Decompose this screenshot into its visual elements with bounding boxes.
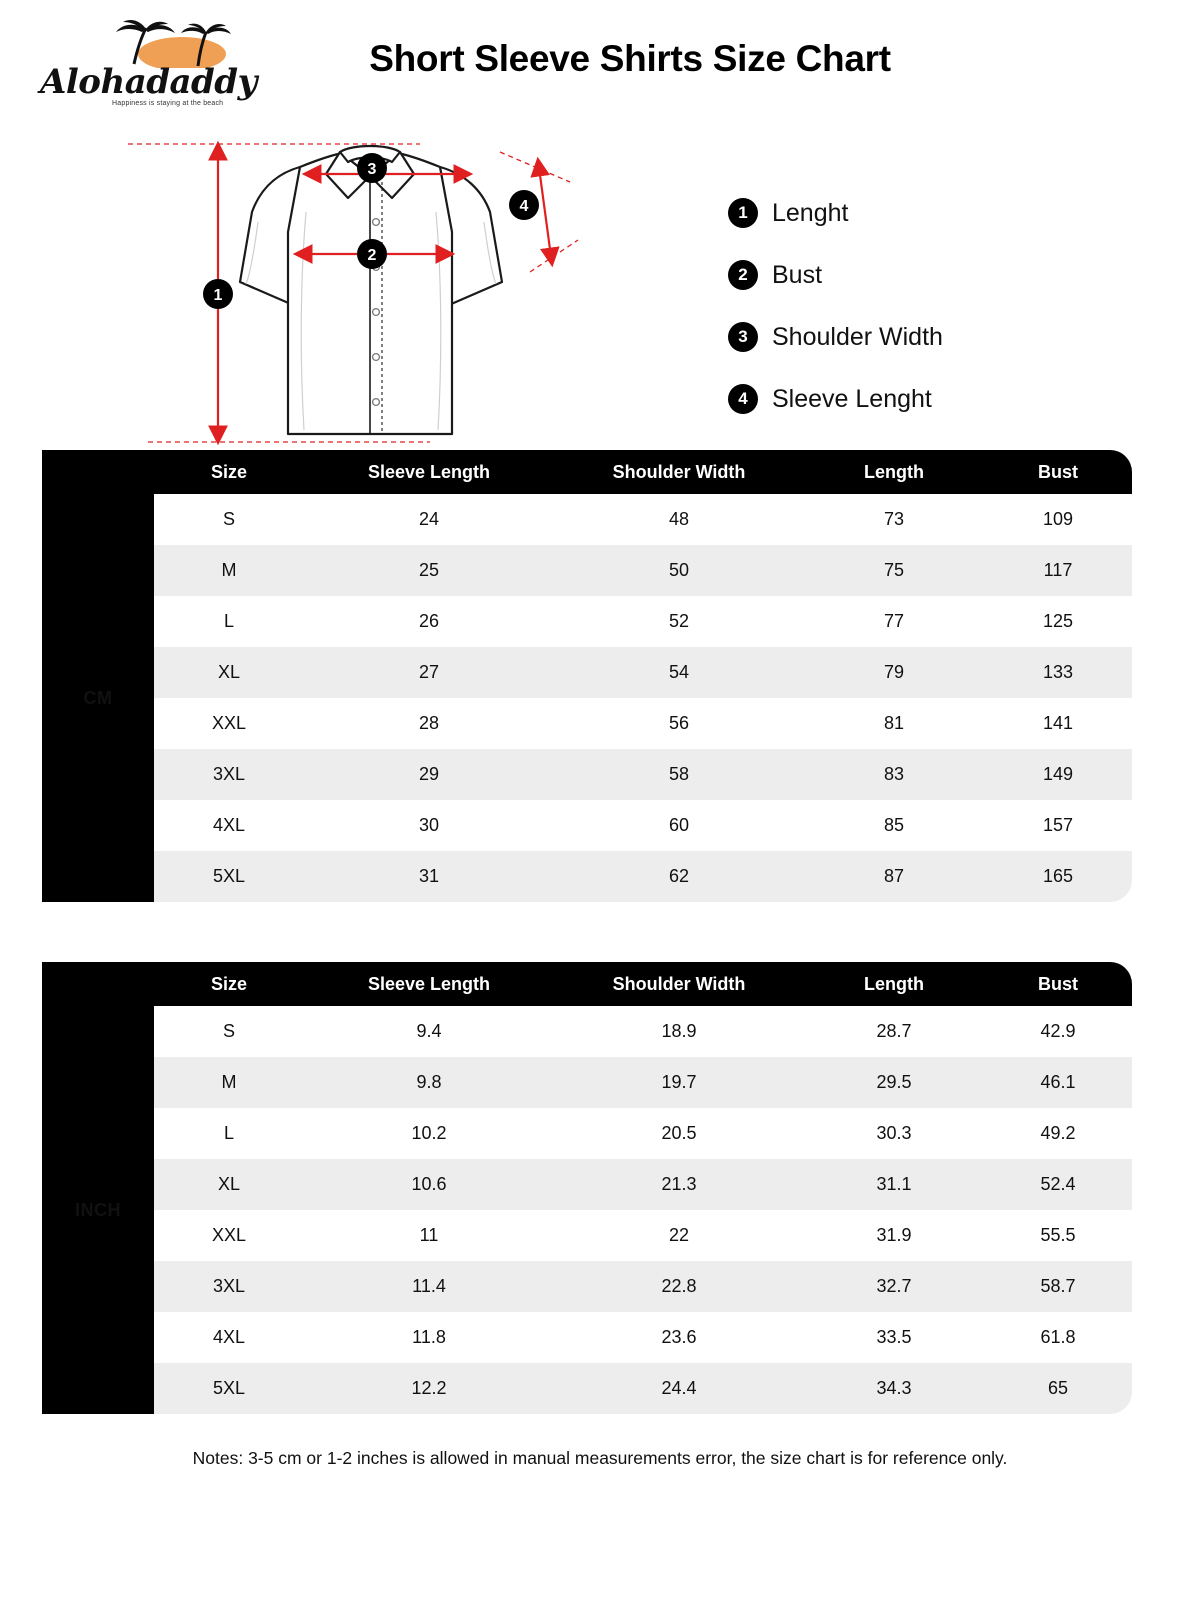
cell-size: 3XL [154,1261,304,1312]
page-title: Short Sleeve Shirts Size Chart [369,38,891,79]
table-row [42,545,1132,596]
cell-sleeve-length: 24 [304,494,554,545]
table-row [42,596,1132,647]
legend-item-length [728,182,1148,244]
svg-text:1: 1 [213,287,223,304]
legend-number-3: 3 [728,322,758,352]
cell-length: 83 [804,749,984,800]
cell-sleeve-length: 11.4 [304,1261,554,1312]
cell-size: XXL [154,698,304,749]
cell-shoulder-width: 22.8 [554,1261,804,1312]
cell-shoulder-width: 21.3 [554,1159,804,1210]
cell-sleeve-length: 11 [304,1210,554,1261]
table-row [42,851,1132,902]
table-row [42,1261,1132,1312]
cell-bust: 55.5 [984,1210,1132,1261]
cell-shoulder-width: 56 [554,698,804,749]
cell-length: 33.5 [804,1312,984,1363]
cell-sleeve-length: 27 [304,647,554,698]
brand-name: Alohadaddy [40,62,257,102]
cell-bust: 165 [984,851,1132,902]
cell-shoulder-width: 62 [554,851,804,902]
cell-bust: 46.1 [984,1057,1132,1108]
cell-bust: 109 [984,494,1132,545]
column-header-bust: Bust [984,450,1132,494]
cell-sleeve-length: 28 [304,698,554,749]
table-header-row [42,450,1132,494]
cell-sleeve-length: 11.8 [304,1312,554,1363]
svg-text:3: 3 [367,161,377,178]
cell-length: 31.9 [804,1210,984,1261]
legend-item-sleeve-length [728,368,1148,430]
cell-length: 81 [804,698,984,749]
cell-sleeve-length: 26 [304,596,554,647]
table-spacer [0,902,1200,962]
cell-length: 73 [804,494,984,545]
cell-length: 29.5 [804,1057,984,1108]
table-row [42,698,1132,749]
cell-sleeve-length: 12.2 [304,1363,554,1414]
cell-size: M [154,1057,304,1108]
cell-shoulder-width: 20.5 [554,1108,804,1159]
cell-shoulder-width: 52 [554,596,804,647]
cell-size: 3XL [154,749,304,800]
cell-bust: 42.9 [984,1006,1132,1057]
cell-length: 32.7 [804,1261,984,1312]
cell-shoulder-width: 58 [554,749,804,800]
legend-item-shoulder-width [728,306,1148,368]
cell-size: 5XL [154,851,304,902]
legend-number-1: 1 [728,198,758,228]
inch-size-table [42,962,1132,1414]
cell-shoulder-width: 19.7 [554,1057,804,1108]
brand-tagline: Happiness is staying at the beach [112,100,224,107]
cell-size: S [154,1006,304,1057]
cell-sleeve-length: 29 [304,749,554,800]
cell-size: L [154,1108,304,1159]
cell-length: 85 [804,800,984,851]
cell-size: 4XL [154,800,304,851]
table-row [42,1363,1132,1414]
cell-length: 77 [804,596,984,647]
shirt-diagram [100,112,720,457]
svg-text:2: 2 [367,247,377,264]
column-header-sleeve-length: Sleeve Length [304,450,554,494]
cell-length: 79 [804,647,984,698]
table-row [42,1006,1132,1057]
measurement-diagram-section [0,120,1200,450]
svg-text:4: 4 [519,198,529,215]
column-header-shoulder-width: Shoulder Width [554,450,804,494]
cell-bust: 61.8 [984,1312,1132,1363]
inch-size-table-block [42,962,1158,1414]
notes-text: Notes: 3-5 cm or 1-2 inches is allowed in manual measurements error, the size chart is for reference only. [192,1448,1008,1468]
table-row [42,1312,1132,1363]
cell-length: 75 [804,545,984,596]
table-row [42,749,1132,800]
column-header-size: Size [154,962,304,1006]
table-row [42,800,1132,851]
cell-size: L [154,596,304,647]
column-header-length: Length [804,450,984,494]
cell-sleeve-length: 31 [304,851,554,902]
legend [728,182,1148,430]
column-header-bust: Bust [984,962,1132,1006]
cell-bust: 157 [984,800,1132,851]
cell-size: 4XL [154,1312,304,1363]
cell-shoulder-width: 18.9 [554,1006,804,1057]
cell-shoulder-width: 22 [554,1210,804,1261]
table-row [42,1210,1132,1261]
cell-size: S [154,494,304,545]
cell-sleeve-length: 10.2 [304,1108,554,1159]
cell-length: 28.7 [804,1006,984,1057]
cm-size-table-block [42,450,1158,902]
column-header-size: Size [154,450,304,494]
table-row [42,494,1132,545]
cell-length: 34.3 [804,1363,984,1414]
table-row [42,1108,1132,1159]
column-header-length: Length [804,962,984,1006]
cell-length: 87 [804,851,984,902]
cell-shoulder-width: 48 [554,494,804,545]
cell-length: 31.1 [804,1159,984,1210]
table-row [42,1159,1132,1210]
cell-bust: 52.4 [984,1159,1132,1210]
cell-bust: 117 [984,545,1132,596]
cell-bust: 141 [984,698,1132,749]
cell-size: XL [154,647,304,698]
cell-bust: 65 [984,1363,1132,1414]
cell-sleeve-length: 10.6 [304,1159,554,1210]
table-header-row [42,962,1132,1006]
legend-number-2: 2 [728,260,758,290]
cell-size: 5XL [154,1363,304,1414]
cell-sleeve-length: 25 [304,545,554,596]
cell-bust: 133 [984,647,1132,698]
page-header [0,0,1200,120]
cell-bust: 149 [984,749,1132,800]
column-header-sleeve-length: Sleeve Length [304,962,554,1006]
cell-size: XL [154,1159,304,1210]
cm-size-table [42,450,1132,902]
table-row [42,647,1132,698]
unit-header [42,450,154,494]
legend-label-shoulder-width: Shoulder Width [772,322,943,351]
unit-label-cm: CM [42,494,154,902]
cell-length: 30.3 [804,1108,984,1159]
cell-shoulder-width: 23.6 [554,1312,804,1363]
unit-label-inch: INCH [42,1006,154,1414]
legend-number-4: 4 [728,384,758,414]
cell-size: M [154,545,304,596]
cell-bust: 58.7 [984,1261,1132,1312]
legend-label-bust: Bust [772,260,823,289]
cell-size: XXL [154,1210,304,1261]
cell-sleeve-length: 9.8 [304,1057,554,1108]
cell-shoulder-width: 54 [554,647,804,698]
legend-label-sleeve-length: Sleeve Lenght [772,384,932,413]
cell-bust: 125 [984,596,1132,647]
table-row [42,1057,1132,1108]
cell-sleeve-length: 30 [304,800,554,851]
cell-bust: 49.2 [984,1108,1132,1159]
cell-shoulder-width: 50 [554,545,804,596]
column-header-shoulder-width: Shoulder Width [554,962,804,1006]
legend-label-length: Lenght [772,198,849,227]
cell-shoulder-width: 60 [554,800,804,851]
legend-item-bust [728,244,1148,306]
cell-shoulder-width: 24.4 [554,1363,804,1414]
unit-header [42,962,154,1006]
cell-sleeve-length: 9.4 [304,1006,554,1057]
